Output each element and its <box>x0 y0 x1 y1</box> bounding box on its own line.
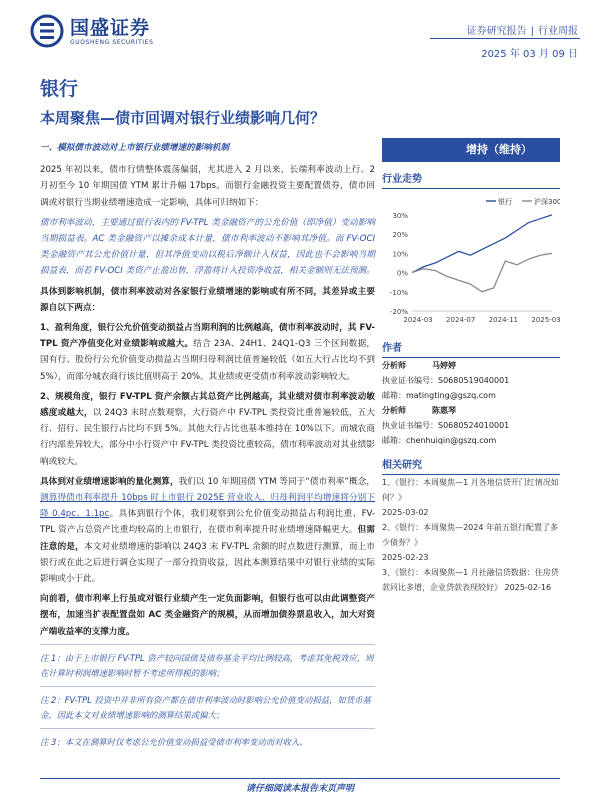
profit-angle-lead: 1、盈利角度，银行公允价值变动损益占当期利润的比例越高，债市利率波动时，其 FV-TPL 资产净值变化对业绩影响或越大。 <box>40 323 375 350</box>
report-title: 本周聚焦—债市回调对银行业绩影响几何？ <box>40 109 326 127</box>
y-tick-label: 0% <box>396 269 408 278</box>
company-name-en: GUOSHENG SECURITIES <box>70 38 154 46</box>
paragraph-scale-angle <box>40 389 375 470</box>
series-line <box>412 215 552 273</box>
main-content <box>40 140 375 752</box>
paragraph-intro: 2025 年初以来，债市行情整体震荡偏弱，尤其进入 2 月以来，长端利率波动上行。2 月初至今 10 年期国债 YTM 累计升幅 17bps。而银行金融投资主要配置债券，债市回调或对银行当期业绩增速造成一定影响，具体可归纳如下： <box>40 165 375 208</box>
paragraph-mechanism: 债市利率波动，主要通过银行表内的 FV-TPL 类金融资产的公允价值（即净值）变动影响当期损益表。AC 类金融资产以摊余成本计量，债市利率波动不影响其净值。而 FV-OCI 类金融资产其公允价值计量，但其净值变动以税后净额计入权益，因此也不会影响当期损益表，而若 FV-OCI 类资产止盈出售，浮盈将计入投资净收益，相关金额则无法预测。 <box>40 217 375 277</box>
author-role: 分析师 <box>382 406 406 415</box>
x-tick-label: 2025-03 <box>531 316 560 324</box>
quant-a: 我们以 10 年期国债 YTM 等同于“债市利率”概念， <box>178 476 375 487</box>
author-role: 分析师 <box>382 361 406 370</box>
mail-label: 邮箱： <box>382 391 406 400</box>
tag-separator: | <box>530 26 534 37</box>
report-tag-weekly: 行业周报 <box>538 26 578 37</box>
x-tick-label: 2024-07 <box>446 316 476 324</box>
scale-angle-body: 以 24Q3 末时点数观察，大行资产中 FV-TPL 类投资比重普遍较低，五大行、招行、民生银行占比均不到 5%。其他大行占比也基本维持在 10%以下。而城农商行内部差异较大，部分中小行资产中 FV-TPL 类投资比重较高，债市利率波动对其业绩影响或较大。 <box>40 408 375 467</box>
industry-label: 银行 <box>40 78 79 100</box>
author-block-2 <box>382 403 560 448</box>
related-heading: 相关研究 <box>382 448 560 475</box>
note-3: 注 3：本文在测算时仅考虑公允价值变动损益受债市利率变动而对收入、 <box>40 736 308 747</box>
report-date: 2025 年 03 月 09 日 <box>481 49 578 60</box>
author-name: 马婷婷 <box>432 361 456 370</box>
y-tick-label: 30% <box>392 211 408 220</box>
rating-badge: 增持（维持） <box>382 138 560 162</box>
company-logo <box>30 14 153 48</box>
author-block-1 <box>382 358 560 403</box>
footer-divider <box>40 778 560 779</box>
cert-label: 执业证书编号： <box>382 421 438 430</box>
company-name-cn: 国盛证券 <box>70 16 151 39</box>
related-title[interactable]: 2、《银行：本周聚焦—2024 年前五银行配置了多少债券？》 <box>382 523 558 547</box>
cert-label: 执业证书编号： <box>382 376 438 385</box>
quant-c: 。具体到银行个体，我们观察到公允价值变动损益占利润比重、FV-TPL 资产占总资产比重均较高的上市银行，在债市利率提升时业绩增速降幅更大。 <box>40 509 375 536</box>
paragraph-outlook: 向前看，债市利率上行虽或对银行业绩产生一定负面影响，但银行也可以由此调整资产摆布，加速当扩表配置盘如 AC 类金融资产的规模，从而增加债券票息收入，加大对资产端收益率的支撑力度。 <box>40 594 375 637</box>
note-1: 注 1：由于上市银行 FV-TPL 资产较向国债及债券基金平均比例较高，考虑其免税效应，则在计算时利润增速影响时暂不考虑所得税的影响； <box>40 652 374 679</box>
notes-divider <box>40 728 375 729</box>
footer-disclaimer: 请仔细阅读本报告末页声明 <box>245 784 354 794</box>
related-date: 2025-02-23 <box>382 553 429 562</box>
paragraph-quantification <box>40 474 375 587</box>
profit-angle-body: 结合 23A、24H1、24Q1-Q3 三个区间数据，国有行、股份行公允价值变动损益占当期归母利润比值普遍较低（如五大行占比均不到 5%），而部分城农商行该比值则高于 20%。其业绩或更受债市利率波动影响较大。 <box>40 339 375 382</box>
y-tick-label: -20% <box>389 308 408 316</box>
legend-label: 银行 <box>498 198 512 206</box>
author-cert: S0680519040001 <box>438 376 510 385</box>
legend-label: 沪深300 <box>534 198 560 206</box>
sidebar <box>382 138 560 595</box>
related-report[interactable] <box>382 520 560 565</box>
quant-result: 测算得债市利率提升 10bps 时上市银行 2025E 营业收入、归母利润平均增速将分别下降 0.4pc、1.1pc <box>40 493 375 520</box>
related-date: 2025-02-16 <box>504 583 552 592</box>
scale-angle-lead: 2、规模角度，银行 FV-TPL 资产余额占其总资产比例越高，其业绩对债市利率波动敏感度或越大， <box>40 391 375 419</box>
y-tick-label: 10% <box>392 250 408 259</box>
header-divider <box>430 38 580 39</box>
notes-divider <box>40 686 375 687</box>
related-report[interactable] <box>382 475 560 520</box>
report-header <box>0 0 600 70</box>
report-type <box>467 22 578 37</box>
related-title[interactable]: 3、《银行：本周聚焦—1 月社融信贷数据：住房贷款同比多增，企业贷款表现较好》 <box>382 568 559 592</box>
report-tag-research: 证券研究报告 <box>466 26 527 37</box>
paragraph-profit-angle <box>40 320 375 385</box>
related-title[interactable]: 1、《银行：本周聚焦—1 月各地信贷开门红情况如何？》 <box>382 478 559 502</box>
quant-caveat-lead: 但需注意的是， <box>40 525 375 552</box>
author-cert: S0680524010001 <box>438 421 510 430</box>
author-heading: 作者 <box>382 331 560 358</box>
trend-heading: 行业走势 <box>382 162 560 189</box>
company-logo-icon <box>30 14 64 48</box>
note-2: 注 2：FV-TPL 投资中并非所有资产都在债市利率波动时影响公允价值变动损益，如货币基金，因此本文对业绩增速影响的测算结果或偏大； <box>40 694 371 721</box>
related-report[interactable] <box>382 565 560 595</box>
author-name: 陈惠琴 <box>432 406 456 415</box>
quant-lead: 具体到对业绩增速影响的量化测算， <box>40 476 179 487</box>
y-tick-label: 20% <box>392 231 408 240</box>
quant-caveat: 本文对业绩增速的影响以 24Q3 末 FV-TPL 余额的时点数进行测算，而上市银行或在此之后进行调仓实现了一部分投资收益，因此本测算结果中对银行业绩的实际影响或小于此。 <box>40 541 375 585</box>
notes-divider <box>40 644 375 645</box>
mail-label: 邮箱： <box>382 436 406 445</box>
x-tick-label: 2024-03 <box>403 316 433 324</box>
related-date: 2025-03-02 <box>382 508 429 517</box>
author-email[interactable]: chenhuiqin@gszq.com <box>406 436 497 445</box>
trend-chart-svg <box>382 189 560 331</box>
series-line <box>412 253 552 291</box>
trend-chart <box>382 189 560 331</box>
paragraph-differences: 具体到影响机制，债市利率波动对各家银行业绩增速的影响或有所不同，其差异或主要源自以下两点： <box>40 286 375 313</box>
y-tick-label: -10% <box>389 288 408 297</box>
x-tick-label: 2024-11 <box>488 316 518 324</box>
author-email[interactable]: matingting@gszq.com <box>406 391 496 400</box>
section-heading: 一、模拟债市波动对上市银行业绩增速的影响机制 <box>40 143 230 153</box>
